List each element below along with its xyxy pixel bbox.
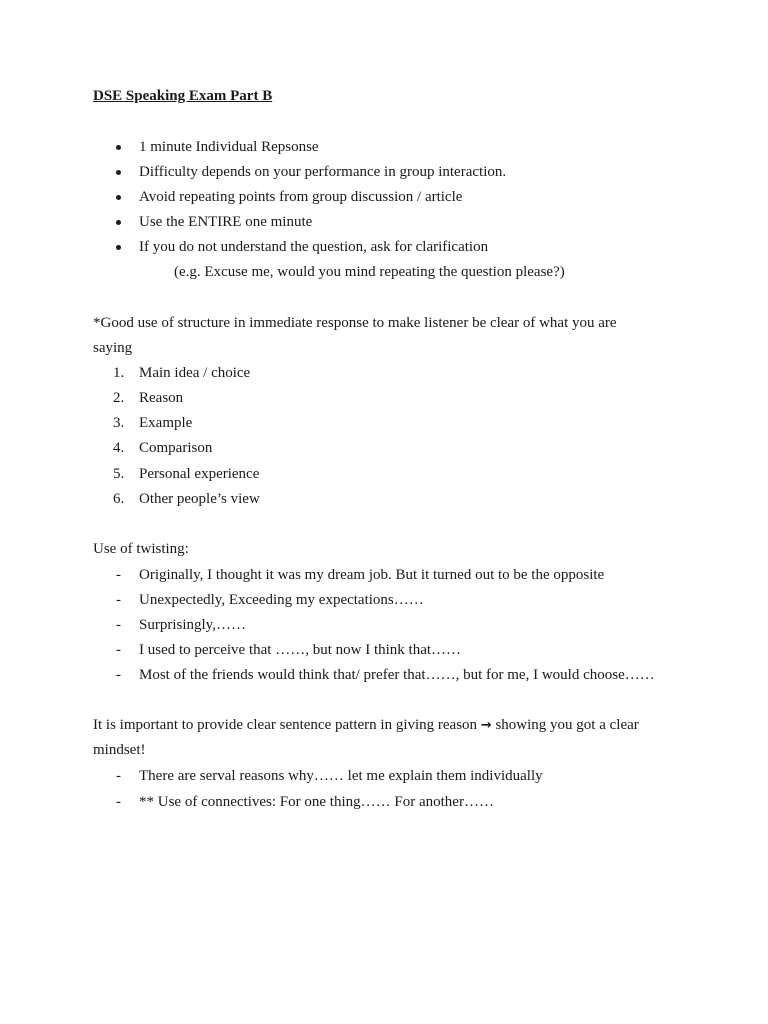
dash-marker: -	[116, 592, 121, 608]
bullet-icon	[116, 195, 121, 200]
dash-marker: -	[116, 667, 121, 683]
arrow-right-icon: →	[480, 718, 492, 733]
list-text: ** Use of connectives: For one thing…… For another……	[139, 794, 494, 810]
list-number: 4.	[113, 440, 125, 456]
list-text: Reason	[139, 390, 184, 406]
list-number: 5.	[113, 466, 125, 482]
reasons-intro-text: It is important to provide clear sentence pattern in giving reason	[93, 717, 478, 733]
list-text: Personal experience	[139, 466, 260, 482]
bullet-text: Difficulty depends on your performance in group interaction.	[139, 164, 507, 180]
reasons-intro-continued: mindset!	[93, 742, 146, 758]
structure-intro-continued: saying	[93, 340, 133, 356]
list-number: 3.	[113, 415, 125, 431]
bullet-icon	[116, 145, 121, 150]
bullet-text: If you do not understand the question, ask for clarification	[139, 239, 489, 255]
reasons-intro-text-after: showing you got a clear	[495, 717, 639, 733]
list-text: Most of the friends would think that/ prefer that……, but for me, I would choose……	[139, 667, 655, 683]
dash-marker: -	[116, 642, 121, 658]
list-text: Comparison	[139, 440, 213, 456]
list-text: Other people’s view	[139, 491, 260, 507]
list-text: Main idea / choice	[139, 365, 251, 381]
structure-intro: *Good use of structure in immediate response to make listener be clear of what you are	[93, 315, 617, 331]
bullet-text: 1 minute Individual Repsonse	[139, 139, 319, 155]
bullet-icon	[116, 245, 121, 250]
dash-marker: -	[116, 617, 121, 633]
list-number: 2.	[113, 390, 125, 406]
list-text: Example	[139, 415, 193, 431]
list-number: 6.	[113, 491, 125, 507]
document-title: DSE Speaking Exam Part B	[93, 88, 273, 104]
list-text: Originally, I thought it was my dream job. But it turned out to be the opposite	[139, 567, 605, 583]
list-text: Surprisingly,……	[139, 617, 246, 633]
bullet-icon	[116, 220, 121, 225]
list-text: I used to perceive that ……, but now I think that……	[139, 642, 462, 658]
list-text: There are serval reasons why…… let me explain them individually	[139, 768, 543, 784]
bullet-text: Use the ENTIRE one minute	[139, 214, 313, 230]
dash-marker: -	[116, 768, 121, 784]
bullet-text: Avoid repeating points from group discussion / article	[139, 189, 463, 205]
twisting-heading: Use of twisting:	[93, 541, 189, 557]
dash-marker: -	[116, 794, 121, 810]
dash-marker: -	[116, 567, 121, 583]
bullet-icon	[116, 170, 121, 175]
list-text: Unexpectedly, Exceeding my expectations……	[139, 592, 424, 608]
reasons-intro	[93, 716, 639, 735]
list-number: 1.	[113, 365, 125, 381]
example-note: (e.g. Excuse me, would you mind repeating the question please?)	[174, 264, 565, 280]
